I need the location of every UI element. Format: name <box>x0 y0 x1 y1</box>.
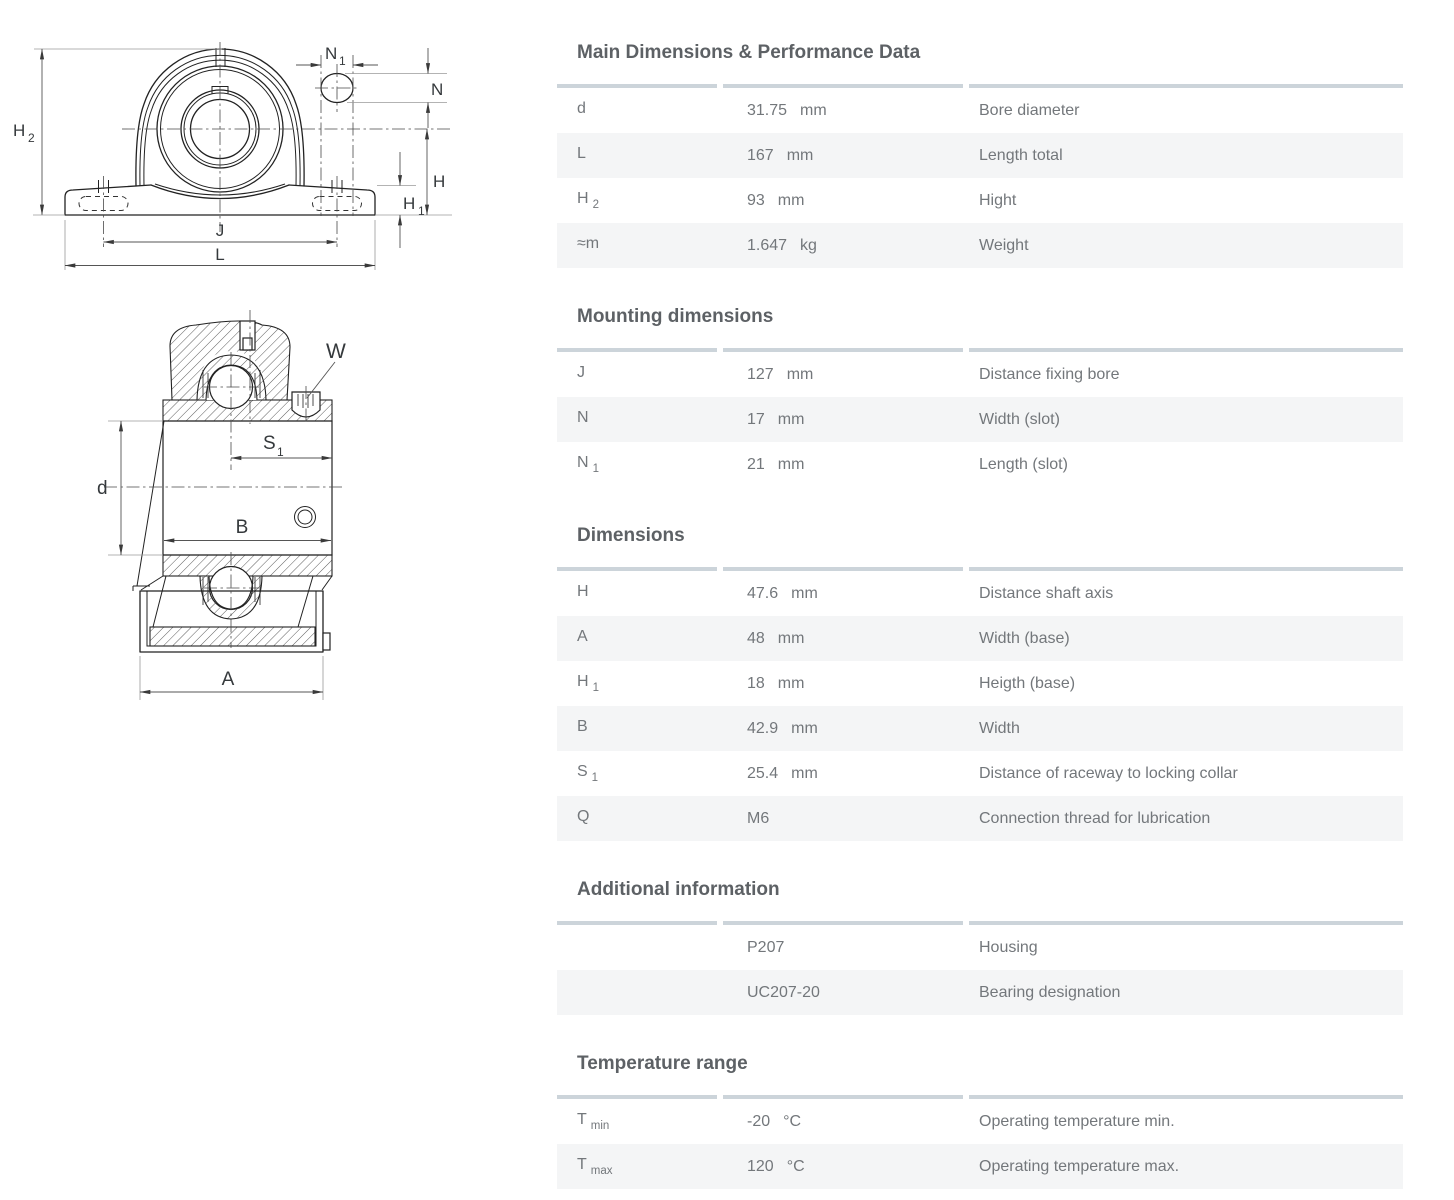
front-view-dimensions <box>13 44 452 270</box>
spec-symbol-sub: 1 <box>592 462 599 475</box>
spec-row <box>557 925 1403 970</box>
spec-description: Hight <box>979 191 1017 209</box>
spec-row <box>557 133 1403 178</box>
spec-section <box>557 1053 1403 1189</box>
bearing-drawings-svg <box>0 0 490 740</box>
dim-label-h: H <box>433 172 446 191</box>
spec-row <box>557 397 1403 442</box>
spec-value <box>723 1113 963 1131</box>
spec-value <box>723 630 963 648</box>
spec-description: Width (base) <box>979 629 1070 647</box>
spec-value <box>723 411 963 429</box>
spec-value-number: 93 <box>747 191 765 209</box>
spec-description: Distance fixing bore <box>979 365 1120 383</box>
spec-value-unit: kg <box>800 236 817 254</box>
spec-description: Distance shaft axis <box>979 584 1114 602</box>
spec-description: Weight <box>979 236 1029 254</box>
spec-symbol-sub: 1 <box>591 771 599 784</box>
spec-value-number: 167 <box>747 146 774 164</box>
spec-value-unit: mm <box>791 764 818 782</box>
spec-row <box>557 751 1403 796</box>
spec-value <box>723 939 963 957</box>
spec-symbol <box>557 937 717 957</box>
spec-row <box>557 88 1403 133</box>
rule-segment <box>557 567 717 571</box>
spec-value-number: M6 <box>747 809 770 827</box>
spec-value-number: 127 <box>747 365 774 383</box>
spec-symbol <box>557 454 717 474</box>
spec-symbol-main: B <box>577 718 588 736</box>
table-header-rule <box>557 567 1403 571</box>
spec-value-number: 17 <box>747 410 765 428</box>
spec-row <box>557 571 1403 616</box>
spec-section <box>557 306 1403 487</box>
dim-label-h1: H <box>403 194 416 213</box>
spec-symbol <box>557 409 717 429</box>
spec-value <box>723 984 963 1002</box>
spec-symbol <box>557 100 717 120</box>
spec-value <box>723 810 963 828</box>
spec-symbol <box>557 145 717 165</box>
rule-segment <box>723 567 963 571</box>
spec-value <box>723 102 963 120</box>
spec-symbol <box>557 1156 717 1176</box>
rule-segment <box>969 921 1403 925</box>
rule-segment <box>557 84 717 88</box>
spec-value-number: 42.9 <box>747 719 779 737</box>
spec-value-unit: mm <box>791 719 818 737</box>
spec-value <box>723 720 963 738</box>
spec-symbol <box>557 982 717 1002</box>
spec-value-number: 48 <box>747 629 765 647</box>
spec-row <box>557 796 1403 841</box>
spec-value-unit: mm <box>777 455 805 473</box>
spec-value-number: -20 <box>747 1112 771 1130</box>
spec-section <box>557 42 1403 268</box>
dim-label-h2-sub: 2 <box>28 131 35 145</box>
spec-value <box>723 675 963 693</box>
dim-label-a: A <box>221 669 235 690</box>
table-header-rule <box>557 348 1403 352</box>
spec-symbol-main: A <box>577 628 588 646</box>
dim-label-b: B <box>235 517 249 538</box>
spec-row <box>557 442 1403 487</box>
spec-symbol-main: S <box>577 763 588 781</box>
spec-value-unit: mm <box>777 674 805 692</box>
spec-row <box>557 178 1403 223</box>
spec-symbol <box>557 763 717 783</box>
rule-segment <box>723 348 963 352</box>
spec-symbol-main: J <box>577 364 585 382</box>
spec-description: Operating temperature max. <box>979 1157 1180 1175</box>
spec-value-number: 25.4 <box>747 764 779 782</box>
spec-row <box>557 1144 1403 1189</box>
spec-row <box>557 616 1403 661</box>
dim-label-n: N <box>431 80 444 99</box>
spec-symbol <box>557 364 717 384</box>
spec-value-unit: mm <box>777 191 805 209</box>
spec-section <box>557 525 1403 841</box>
spec-value-number: 1.647 <box>747 236 788 254</box>
rule-segment <box>723 84 963 88</box>
spec-value-number: 21 <box>747 455 765 473</box>
spec-value-unit: mm <box>786 146 814 164</box>
dim-label-j: J <box>215 221 225 240</box>
spec-value-number: 31.75 <box>747 101 788 119</box>
dim-label-h2: H <box>13 121 26 140</box>
spec-value-number: P207 <box>747 938 785 956</box>
spec-value-number: 47.6 <box>747 584 779 602</box>
spec-section <box>557 879 1403 1015</box>
spec-description: Bore diameter <box>979 101 1080 119</box>
spec-value <box>723 1158 963 1176</box>
dim-label-n1: N <box>325 44 338 63</box>
section-title: Additional information <box>577 879 780 900</box>
dim-label-s1: S <box>263 433 276 454</box>
spec-description: Heigth (base) <box>979 674 1076 692</box>
spec-description: Bearing designation <box>979 983 1121 1001</box>
dim-label-d: d <box>97 478 108 499</box>
spec-symbol-sub: min <box>590 1119 610 1132</box>
dim-label-h1-sub: 1 <box>418 204 425 218</box>
spec-value-unit: mm <box>791 584 818 602</box>
spec-row <box>557 1099 1403 1144</box>
spec-symbol <box>557 583 717 603</box>
spec-symbol-sub: max <box>590 1164 613 1177</box>
rule-segment <box>969 84 1403 88</box>
spec-symbol <box>557 808 717 828</box>
dim-label-n1-sub: 1 <box>339 54 346 68</box>
rule-segment <box>557 921 717 925</box>
spec-row <box>557 352 1403 397</box>
section-title: Temperature range <box>577 1053 748 1074</box>
rule-segment <box>969 348 1403 352</box>
spec-symbol-sub: 1 <box>592 681 599 694</box>
spec-description: Width (slot) <box>979 410 1060 428</box>
spec-value <box>723 585 963 603</box>
spec-symbol-main: H <box>577 583 589 601</box>
spec-description: Length (slot) <box>979 455 1068 473</box>
dim-label-s1-sub: 1 <box>277 445 284 459</box>
spec-symbol <box>557 718 717 738</box>
spec-value <box>723 192 963 210</box>
spec-symbol <box>557 190 717 210</box>
table-header-rule <box>557 921 1403 925</box>
rule-segment <box>723 1095 963 1099</box>
spec-description: Connection thread for lubrication <box>979 809 1211 827</box>
spec-symbol-main: H <box>577 673 589 691</box>
spec-symbol-main: L <box>577 145 586 163</box>
spec-value-unit: mm <box>777 629 805 647</box>
rule-segment <box>557 1095 717 1099</box>
rule-segment <box>969 1095 1403 1099</box>
spec-symbol-main: Q <box>577 808 590 826</box>
front-view-drawing <box>13 42 452 270</box>
spec-value-number: 120 <box>747 1157 774 1175</box>
spec-tables <box>557 0 1403 1189</box>
spec-symbol-main: N <box>577 409 589 427</box>
technical-drawings <box>0 0 490 740</box>
rule-segment <box>557 348 717 352</box>
table-header-rule <box>557 84 1403 88</box>
dim-label-l: L <box>215 245 225 264</box>
spec-value <box>723 765 963 783</box>
spec-description: Housing <box>979 938 1038 956</box>
spec-symbol-main: H <box>577 190 589 208</box>
section-title: Main Dimensions & Performance Data <box>577 42 921 63</box>
spec-symbol-sub: 2 <box>592 198 599 211</box>
spec-row <box>557 223 1403 268</box>
spec-symbol <box>557 235 717 255</box>
spec-value-unit: °C <box>783 1112 802 1130</box>
spec-value-unit: mm <box>777 410 805 428</box>
spec-value-number: UC207-20 <box>747 983 820 1001</box>
section-title: Mounting dimensions <box>577 306 774 327</box>
spec-value <box>723 456 963 474</box>
spec-value <box>723 366 963 384</box>
spec-symbol-main: T <box>577 1111 587 1129</box>
spec-value <box>723 147 963 165</box>
spec-description: Width <box>979 719 1020 737</box>
table-header-rule <box>557 1095 1403 1099</box>
dim-label-w: W <box>326 340 346 363</box>
rule-segment <box>723 921 963 925</box>
spec-value-unit: mm <box>786 365 814 383</box>
spec-description: Distance of raceway to locking collar <box>979 764 1238 782</box>
spec-symbol <box>557 673 717 693</box>
section-view-drawing <box>97 310 346 700</box>
spec-symbol-main: ≈m <box>577 235 600 253</box>
spec-row <box>557 706 1403 751</box>
spec-value-unit: mm <box>800 101 827 119</box>
spec-description: Length total <box>979 146 1063 164</box>
spec-symbol-main: d <box>577 100 586 118</box>
spec-row <box>557 970 1403 1015</box>
spec-row <box>557 661 1403 706</box>
spec-symbol-main: N <box>577 454 589 472</box>
spec-value-unit: °C <box>786 1157 805 1175</box>
spec-symbol <box>557 1111 717 1131</box>
spec-symbol <box>557 628 717 648</box>
spec-value <box>723 237 963 255</box>
spec-description: Operating temperature min. <box>979 1112 1175 1130</box>
section-title: Dimensions <box>577 525 685 546</box>
spec-symbol-main: T <box>577 1156 587 1174</box>
rule-segment <box>969 567 1403 571</box>
spec-value-number: 18 <box>747 674 765 692</box>
